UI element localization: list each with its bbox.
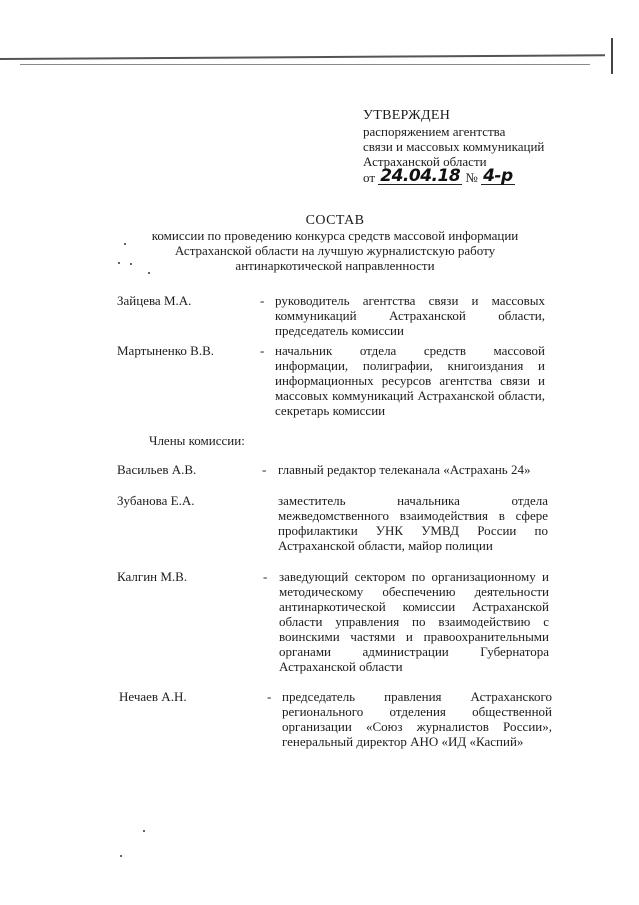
number-sign: № [465, 170, 478, 185]
handwritten-date: 24.04.18 [380, 166, 461, 186]
member-description: заместитель начальника отдела межведомственного взаимодействия в сфере профилактики УНК УМВД России по Астраханской области, майор полиции [278, 493, 548, 553]
member-name: Мартыненко В.В. [117, 343, 215, 358]
members-label: Члены комиссии: [149, 433, 245, 448]
member-dash: - [263, 569, 268, 584]
member-dash: - [260, 343, 265, 358]
approval-block [363, 108, 613, 191]
member-description: заведующий сектором по организационному и методическому обеспечению деятельности антинаркотической комиссии Астраханской области управления по взаимодействию с воинскими частями и правоохранительными органами администрации Губернатора Астраханской области [279, 569, 549, 674]
member-description: начальник отдела средств массовой информации, полиграфии, книгоиздания и информационных ресурсов агентства связи и массовых коммуникаций Астраханской области, секретарь комиссии [275, 343, 545, 418]
date-field [378, 166, 462, 186]
document-heading [100, 213, 570, 273]
member-description: руководитель агентства связи и массовых коммуникаций Астраханской области, председатель комиссии [275, 293, 545, 338]
member-name: Васильев А.В. [117, 462, 197, 477]
approval-date-row [363, 166, 613, 191]
member-description: главный редактор телеканала «Астрахань 24» [278, 462, 531, 477]
member-name: Зайцева М.А. [117, 293, 192, 308]
heading-line: антинаркотической направленности [235, 258, 435, 273]
member-dash: - [260, 293, 265, 308]
approval-line: Астраханской области [363, 154, 487, 169]
number-field [481, 166, 515, 186]
heading-line: комиссии по проведению конкурса средств массовой информации [151, 228, 519, 243]
member-name: Зубанова Е.А. [117, 493, 195, 508]
member-description: председатель правления Астраханского регионального отделения общественной организации «Союз журналистов России», генеральный директор АНО «ИД «Каспий» [282, 689, 552, 749]
scan-speck [143, 830, 145, 832]
heading-line: Астраханской области на лучшую журналистскую работу [174, 243, 496, 258]
approval-title: УТВЕРЖДЕН [363, 108, 451, 123]
date-prefix: от [363, 170, 376, 185]
member-name: Нечаев А.Н. [119, 689, 187, 704]
scan-artifact-edge [611, 38, 613, 74]
approval-line: распоряжением агентства [363, 124, 506, 139]
member-dash: - [267, 689, 272, 704]
scan-artifact-line [0, 54, 605, 60]
heading-title: СОСТАВ [305, 213, 365, 228]
handwritten-number: 4-р [483, 166, 513, 186]
member-name: Калгин М.В. [117, 569, 188, 584]
approval-line: связи и массовых коммуникаций [363, 139, 545, 154]
scan-artifact-line [20, 64, 590, 65]
scan-speck [120, 855, 122, 857]
member-dash: - [262, 462, 267, 477]
